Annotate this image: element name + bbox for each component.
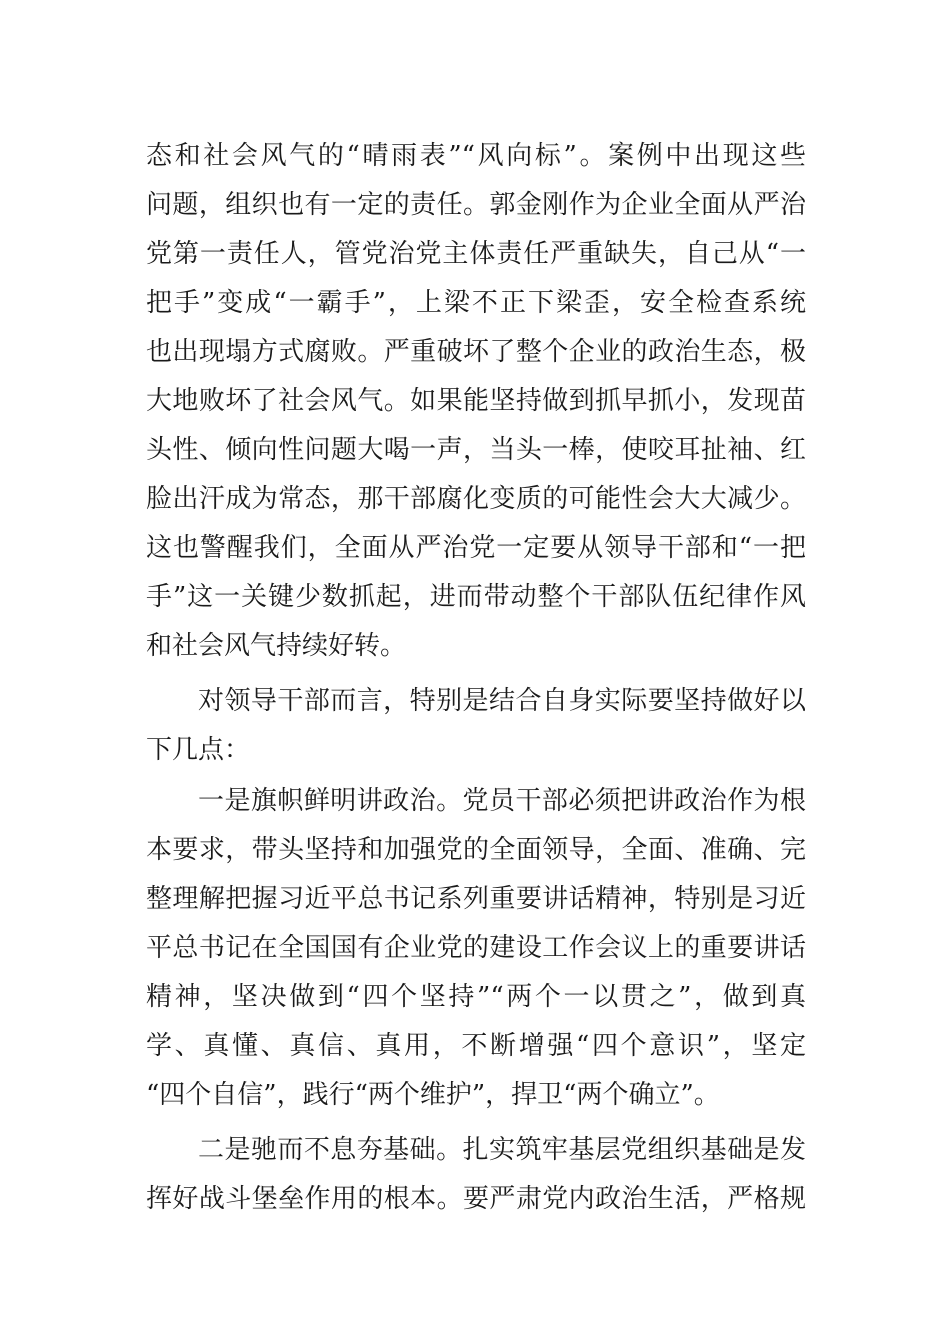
- text-line: 态和社会风气的“晴雨表”“风向标”。案例中出现这些: [146, 141, 806, 171]
- text-line: 本要求，带头坚持和加强党的全面领导，全面、准确、完: [146, 835, 806, 865]
- text-line: 把手”变成“一霸手”，上梁不正下梁歪，安全检查系统: [146, 288, 806, 318]
- text-line: 大地败坏了社会风气。如果能坚持做到抓早抓小，发现苗: [146, 386, 806, 416]
- text-line: 平总书记在全国国有企业党的建设工作会议上的重要讲话: [146, 933, 806, 963]
- text-line: 头性、倾向性问题大喝一声，当头一棒，使咬耳扯袖、红: [146, 435, 806, 465]
- text-line: 问题，组织也有一定的责任。郭金刚作为企业全面从严治: [146, 190, 806, 220]
- text-line: 精神，坚决做到“四个坚持”“两个一以贯之”，做到真: [146, 982, 806, 1012]
- text-line: 也出现塌方式腐败。严重破坏了整个企业的政治生态，极: [146, 337, 806, 367]
- text-line: 挥好战斗堡垒作用的根本。要严肃党内政治生活，严格规: [146, 1184, 806, 1214]
- text-line: 整理解把握习近平总书记系列重要讲话精神，特别是习近: [146, 884, 806, 914]
- text-line: 和社会风气持续好转。: [146, 631, 407, 661]
- text-line: 下几点：: [146, 735, 251, 765]
- text-line: 学、真懂、真信、真用，不断增强“四个意识”，坚定: [146, 1031, 806, 1061]
- paragraph-first-line: 对领导干部而言，特别是结合自身实际要坚持做好以: [198, 686, 806, 716]
- text-line: 手”这一关键少数抓起，进而带动整个干部队伍纪律作风: [146, 582, 806, 612]
- paragraph-first-line: 二是驰而不息夯基础。扎实筑牢基层党组织基础是发: [198, 1135, 806, 1165]
- text-line: “四个自信”，践行“两个维护”，捍卫“两个确立”。: [146, 1080, 720, 1110]
- text-line: 这也警醒我们，全面从严治党一定要从领导干部和“一把: [146, 533, 806, 563]
- paragraph-first-line: 一是旗帜鲜明讲政治。党员干部必须把讲政治作为根: [198, 786, 806, 816]
- text-line: 党第一责任人，管党治党主体责任严重缺失，自己从“一: [146, 239, 806, 269]
- text-line: 脸出汗成为常态，那干部腐化变质的可能性会大大减少。: [146, 484, 806, 514]
